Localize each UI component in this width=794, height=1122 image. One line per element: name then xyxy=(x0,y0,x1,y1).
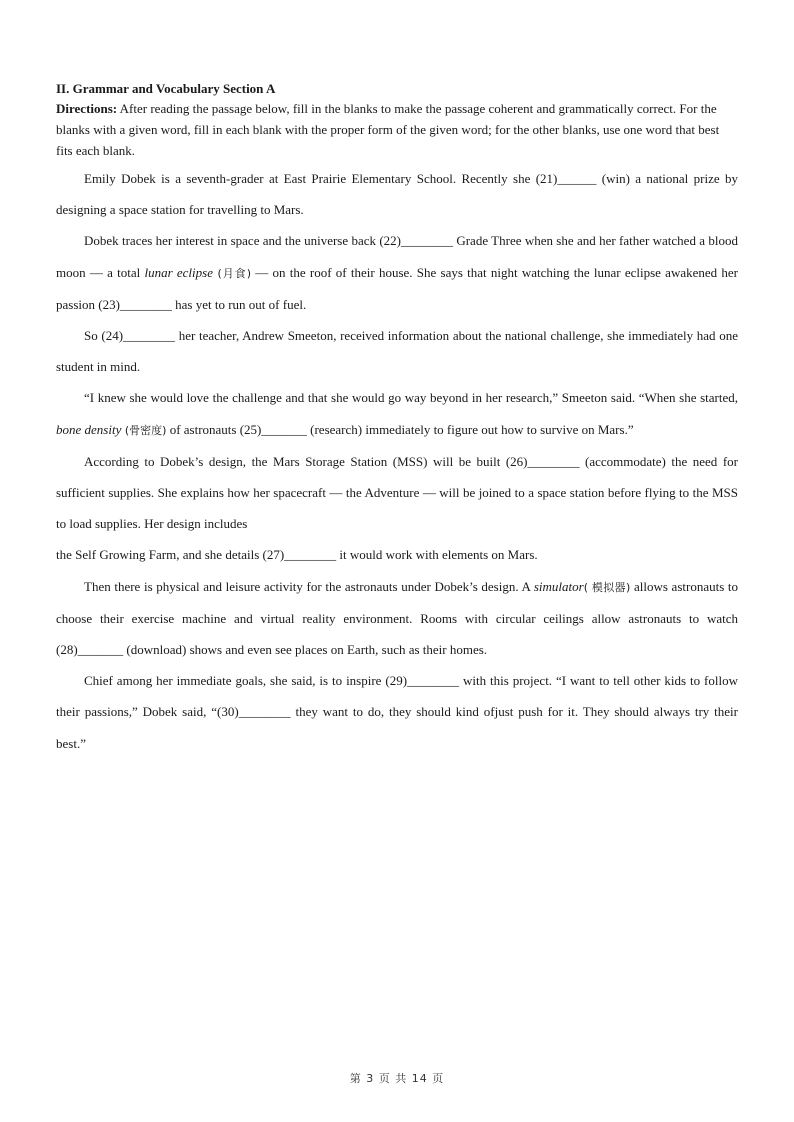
paragraph-4 xyxy=(56,382,738,445)
gloss-lunar-eclipse: (月食) xyxy=(212,266,252,280)
paragraph-7-text-a: Then there is physical and leisure activity for the astronauts under Dobek’s design. A xyxy=(84,578,534,594)
exam-page-content xyxy=(56,80,738,759)
term-simulator: simulator xyxy=(533,578,584,594)
term-lunar-eclipse: lunar eclipse xyxy=(144,264,213,280)
paragraph-7-text-b: allows astronauts to choose their exercise machine and virtual reality environment. Rooms with circular ceilings allow astronauts to watch (28)_______ (download) shows and even see places on Earth, such as their homes. xyxy=(56,578,739,658)
directions-label: Directions: xyxy=(56,101,118,116)
directions xyxy=(56,98,738,161)
paragraph-2-text-b: — on the roof of their house. She says that night watching the lunar eclipse awakened her passion (23)________ has yet to run out of fuel. xyxy=(56,264,738,312)
paragraph-1: Emily Dobek is a seventh-grader at East Prairie Elementary School. Recently she (21)______ (win) a national prize by designing a space station for travelling to Mars. xyxy=(56,171,738,218)
gloss-bone-density: (骨密度) xyxy=(121,423,167,437)
paragraph-6: the Self Growing Farm, and she details (27)________ it would work with elements on Mars. xyxy=(56,547,538,563)
term-bone-density: bone density xyxy=(56,421,122,437)
page-footer: 第 3 页 共 14 页 xyxy=(349,1072,445,1085)
paragraph-2 xyxy=(56,225,738,320)
paragraph-8: Chief among her immediate goals, she said, is to inspire (29)________ with this project. “I want to tell other kids to follow their passions,” Dobek said, “(30)________ they want to do, they should kind ofjust push for it. They should always try their best.” xyxy=(56,673,738,751)
paragraph-4-text-b: of astronauts (25)_______ (research) immediately to figure out how to survive on Mars.” xyxy=(166,421,634,437)
gloss-simulator: ( 模拟器) xyxy=(583,580,631,594)
paragraph-4-text-a: “I knew she would love the challenge and that she would go way beyond in her research,” Smeeton said. “When she started, xyxy=(84,390,738,406)
paragraph-5: According to Dobek’s design, the Mars Storage Station (MSS) will be built (26)________ (accommodate) the need for sufficient supplies. She explains how her spacecraft — the Adventure — will be joined to a space station before flying to the MSS to load supplies. Her design includes xyxy=(56,453,738,532)
paragraph-2-text-a: Dobek traces her interest in space and the universe back (22)________ Grade Three when she and her father watched a blood moon — a total xyxy=(56,233,738,280)
directions-text: After reading the passage below, fill in the blanks to make the passage coherent and grammatically correct. For the blanks with a given word, fill in each blank with the proper form of the given word; for the other blanks, use one word that best fits each blank. xyxy=(56,101,720,158)
paragraph-3: So (24)________ her teacher, Andrew Smeeton, received information about the national challenge, she immediately had one student in mind. xyxy=(56,328,738,375)
paragraph-7 xyxy=(56,571,738,666)
section-title: II. Grammar and Vocabulary Section A xyxy=(56,81,276,96)
